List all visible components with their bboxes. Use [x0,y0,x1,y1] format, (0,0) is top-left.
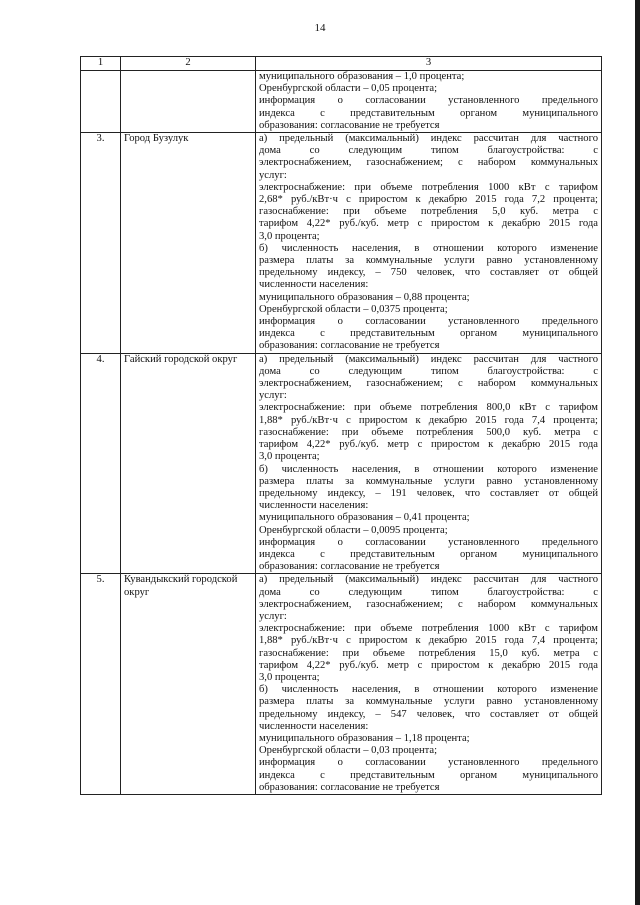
continuation-name-cell [121,71,256,133]
municipal-index-table [80,56,602,795]
text-line: численности населения: [259,279,369,291]
table-row-buzuluk [81,133,602,354]
text-line: муниципального образования – 0,41 процента; [259,512,470,524]
text-line: 1,88* руб./кВт·ч с приростом к декабрю 2015 года 7,4 процента; [259,635,598,647]
continuation-num-cell [81,71,121,133]
text-line: муниципального образования – 1,18 процента; [259,732,470,744]
text-line: электроснабжение: при объеме потребления 800,0 кВт с тарифом [259,402,598,414]
index-description [256,574,602,795]
text-line: дома со следующим типом благоустройства: с [259,145,598,157]
text-line: размера платы за коммунальные услуги равно установленному [259,696,598,708]
text-line: образования: согласование не требуется [259,340,440,352]
text-line: 3,0 процента; [259,451,320,463]
text-line: предельному индексу, – 191 человек, что составляет от общей [259,487,598,499]
row-number: 5. [81,574,121,795]
text-line: электроснабжение: при объеме потребления 1000 кВт с тарифом [259,623,598,635]
continuation-row [81,71,602,133]
index-description [256,353,602,574]
continuation-content-cell [256,71,602,133]
text-line: электроснабжением, газоснабжением; с набором коммунальных [259,157,598,169]
text-line: информация о согласовании установленного предельного [259,316,598,328]
text-line: электроснабжение: при объеме потребления 1000 кВт с тарифом [259,181,598,193]
text-line: тарифом 4,22* руб./куб. метр с приростом к декабрю 2015 года [259,659,598,671]
text-line: услуг: [259,390,287,402]
scan-edge [635,0,640,905]
text-line: предельному индексу, – 750 человек, что составляет от общей [259,267,598,279]
table-header-row [81,57,602,71]
index-description [256,133,602,354]
text-line: индекса с представительным органом муниципального [259,107,598,119]
text-line: размера платы за коммунальные услуги равно установленному [259,475,598,487]
text-line: муниципального образования – 0,88 процента; [259,291,470,303]
text-line: информация о согласовании установленного предельного [259,757,598,769]
text-line: 1,88* руб./кВт·ч с приростом к декабрю 2015 года 7,4 процента; [259,414,598,426]
page-number: 14 [314,22,326,34]
column-header-2: 2 [121,57,256,71]
municipality-name: Город Бузулук [121,133,256,354]
text-line: тарифом 4,22* руб./куб. метр с приростом к декабрю 2015 года [259,439,598,451]
text-line: газоснабжение: при объеме потребления 15,0 куб. метра с [259,647,598,659]
text-line: индекса с представительным органом муниципального [259,548,598,560]
text-line: Оренбургской области – 0,0095 процента; [259,524,448,536]
text-line: дома со следующим типом благоустройства: с [259,365,598,377]
text-line: Оренбургской области – 0,0375 процента; [259,303,448,315]
text-line: информация о согласовании установленного предельного [259,536,598,548]
text-line: численности населения: [259,500,369,512]
municipality-name: Гайский городской округ [121,353,256,574]
table-row-gai [81,353,602,574]
text-line: а) предельный (максимальный) индекс рассчитан для частного [259,574,598,586]
text-line: 3,0 процента; [259,230,320,242]
text-line: газоснабжение: при объеме потребления 500,0 куб. метра с [259,426,598,438]
column-header-1: 1 [81,57,121,71]
text-line: услуг: [259,169,287,181]
text-line: образования: согласование не требуется [259,119,440,131]
text-line: тарифом 4,22* руб./куб. метр с приростом к декабрю 2015 года [259,218,598,230]
text-line: Оренбургской области – 0,03 процента; [259,745,438,757]
text-line: б) численность населения, в отношении которого изменение [259,463,598,475]
text-line: муниципального образования – 1,0 процента; [259,71,465,82]
text-line: Оренбургской области – 0,05 процента; [259,83,438,95]
text-line: индекса с представительным органом муниципального [259,328,598,340]
text-line: электроснабжением, газоснабжением; с набором коммунальных [259,378,598,390]
text-line: газоснабжение: при объеме потребления 5,0 куб. метра с [259,206,598,218]
text-line: индекса с представительным органом муниципального [259,769,598,781]
table-row-kuvandyk [81,574,602,795]
text-line: образования: согласование не требуется [259,781,440,793]
row-number: 3. [81,133,121,354]
text-line: 2,68* руб./кВт·ч с приростом к декабрю 2015 года 7,2 процента; [259,194,598,206]
text-line: информация о согласовании установленного предельного [259,95,598,107]
text-line: а) предельный (максимальный) индекс рассчитан для частного [259,353,598,365]
text-line: численности населения: [259,720,369,732]
text-line: дома со следующим типом благоустройства: с [259,586,598,598]
text-line: электроснабжением, газоснабжением; с набором коммунальных [259,598,598,610]
row-number: 4. [81,353,121,574]
text-line: а) предельный (максимальный) индекс рассчитан для частного [259,133,598,145]
text-line: размера платы за коммунальные услуги равно установленному [259,255,598,267]
column-header-3: 3 [256,57,602,71]
text-line: 3,0 процента; [259,671,320,683]
text-line: б) численность населения, в отношении которого изменение [259,684,598,696]
text-line: услуг: [259,610,287,622]
text-line: б) численность населения, в отношении которого изменение [259,242,598,254]
text-line: образования: согласование не требуется [259,561,440,573]
municipality-name: Кувандыкский городской округ [121,574,256,795]
text-line: предельному индексу, – 547 человек, что составляет от общей [259,708,598,720]
